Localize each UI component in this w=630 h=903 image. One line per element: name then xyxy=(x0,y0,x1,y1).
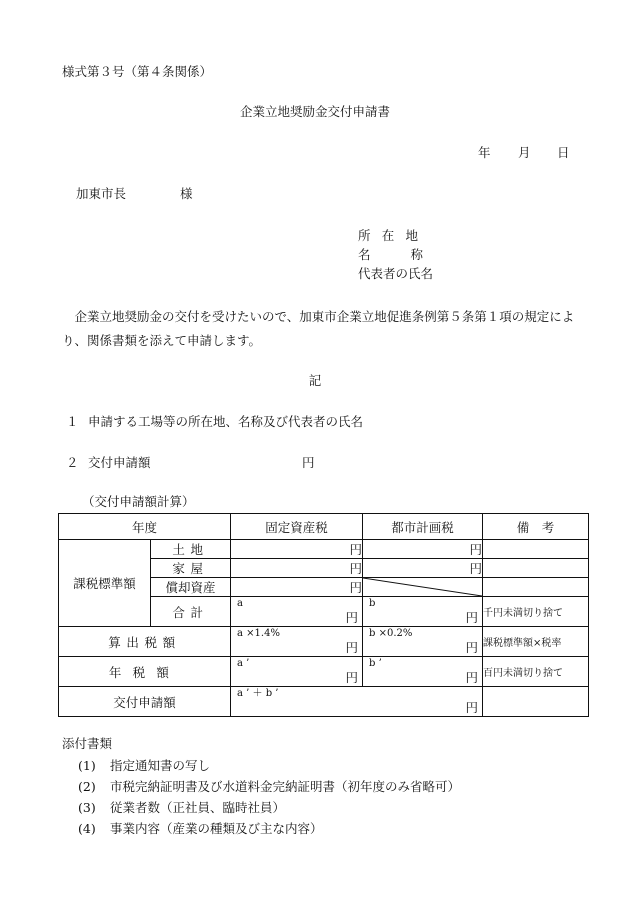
header-remarks: 備 考 xyxy=(483,514,589,540)
applicant-name-label: 名称 xyxy=(358,247,464,262)
row-land-label: 土地 xyxy=(151,540,231,559)
attachment-item xyxy=(78,802,285,815)
label-a-prime: a ’ xyxy=(237,658,250,669)
attachment-num: (2) xyxy=(78,779,96,794)
grant-remarks xyxy=(483,687,589,717)
annual-city-yen: 円 xyxy=(465,669,479,685)
item2-number: ２ xyxy=(66,455,79,470)
grant-yen: 円 xyxy=(465,699,479,715)
attachment-text: 市税完納証明書及び水道料金完納証明書（初年度のみ省略可） xyxy=(110,779,461,794)
form-number: 様式第３号（第４条関係） xyxy=(62,64,213,79)
label-b: b xyxy=(369,598,376,609)
item2-unit: 円 xyxy=(302,455,315,470)
total-fixed-cell xyxy=(231,597,363,627)
header-year: 年度 xyxy=(59,514,231,540)
document-title: 企業立地奨励金交付申請書 xyxy=(239,104,390,119)
applicant-location-label: 所在地 xyxy=(358,228,430,243)
calc-city-cell xyxy=(363,627,483,657)
attachment-num: (3) xyxy=(78,800,96,815)
item1-number: １ xyxy=(66,414,79,429)
attachment-text: 事業内容（産業の種類及び主な内容） xyxy=(110,821,323,836)
label-b-prime: b ’ xyxy=(369,658,382,669)
attachment-item xyxy=(78,760,210,773)
date-month: 月 xyxy=(518,145,531,160)
row-depreciable-label: 償却資産 xyxy=(151,578,231,597)
attachments-title: 添付書類 xyxy=(62,736,113,751)
attachment-item xyxy=(78,781,460,794)
label-a: a xyxy=(237,598,243,609)
date-year: 年 xyxy=(478,145,491,160)
row-house-label: 家屋 xyxy=(151,559,231,578)
total-note: 千円未満切り捨て xyxy=(483,597,589,627)
label-sum: a ’ ＋ b ’ xyxy=(237,688,279,699)
date-day: 日 xyxy=(557,145,570,160)
total-city-yen: 円 xyxy=(465,609,479,625)
house-city-yen: 円 xyxy=(363,559,483,578)
row-total-label: 合計 xyxy=(151,597,231,627)
item1-text: 申請する工場等の所在地、名称及び代表者の氏名 xyxy=(88,414,364,429)
applicant-representative-label: 代表者の氏名 xyxy=(358,266,434,281)
attachment-item xyxy=(78,823,323,836)
depreciable-city-na xyxy=(363,578,483,597)
grant-cell xyxy=(231,687,483,717)
attachment-num: (1) xyxy=(78,758,96,773)
addressee-mayor: 加東市長 xyxy=(76,186,127,201)
calc-fixed-yen: 円 xyxy=(345,639,359,655)
land-city-yen: 円 xyxy=(363,540,483,559)
attachment-num: (4) xyxy=(78,821,96,836)
land-remarks xyxy=(483,540,589,559)
depreciable-remarks xyxy=(483,578,589,597)
calc-city-yen: 円 xyxy=(465,639,479,655)
house-fixed-yen: 円 xyxy=(231,559,363,578)
calc-caption: （交付申請額計算） xyxy=(82,494,195,509)
row-calc-tax-label: 算出税額 xyxy=(59,627,231,657)
depreciable-fixed-yen: 円 xyxy=(231,578,363,597)
house-remarks xyxy=(483,559,589,578)
calc-tax-note: 課税標準額×税率 xyxy=(483,627,589,657)
annual-tax-note: 百円未満切り捨て xyxy=(483,657,589,687)
attachment-text: 指定通知書の写し xyxy=(110,758,211,773)
annual-city-cell xyxy=(363,657,483,687)
header-fixed-asset: 固定資産税 xyxy=(231,514,363,540)
addressee-honorific: 様 xyxy=(180,186,193,201)
item2-text: 交付申請額 xyxy=(88,455,151,470)
annual-fixed-yen: 円 xyxy=(345,669,359,685)
label-b-rate: b ×0.2% xyxy=(369,628,413,639)
total-city-cell xyxy=(363,597,483,627)
total-fixed-yen: 円 xyxy=(345,609,359,625)
annual-fixed-cell xyxy=(231,657,363,687)
calc-fixed-cell xyxy=(231,627,363,657)
row-annual-tax-label: 年税額 xyxy=(59,657,231,687)
ki-heading: 記 xyxy=(308,373,322,388)
land-fixed-yen: 円 xyxy=(231,540,363,559)
attachment-text: 従業者数（正社員、臨時社員） xyxy=(110,800,286,815)
label-a-rate: a ×1.4% xyxy=(237,628,280,639)
header-city-planning: 都市計画税 xyxy=(363,514,483,540)
diagonal-slash xyxy=(363,578,482,596)
base-label: 課税標準額 xyxy=(59,540,151,627)
row-grant-label: 交付申請額 xyxy=(59,687,231,717)
body-paragraph: 企業立地奨励金の交付を受けたいので、加東市企業立地促進条例第５条第１項の規定により、関係書類を添えて申請します。 xyxy=(62,309,575,348)
calc-table xyxy=(58,513,589,717)
